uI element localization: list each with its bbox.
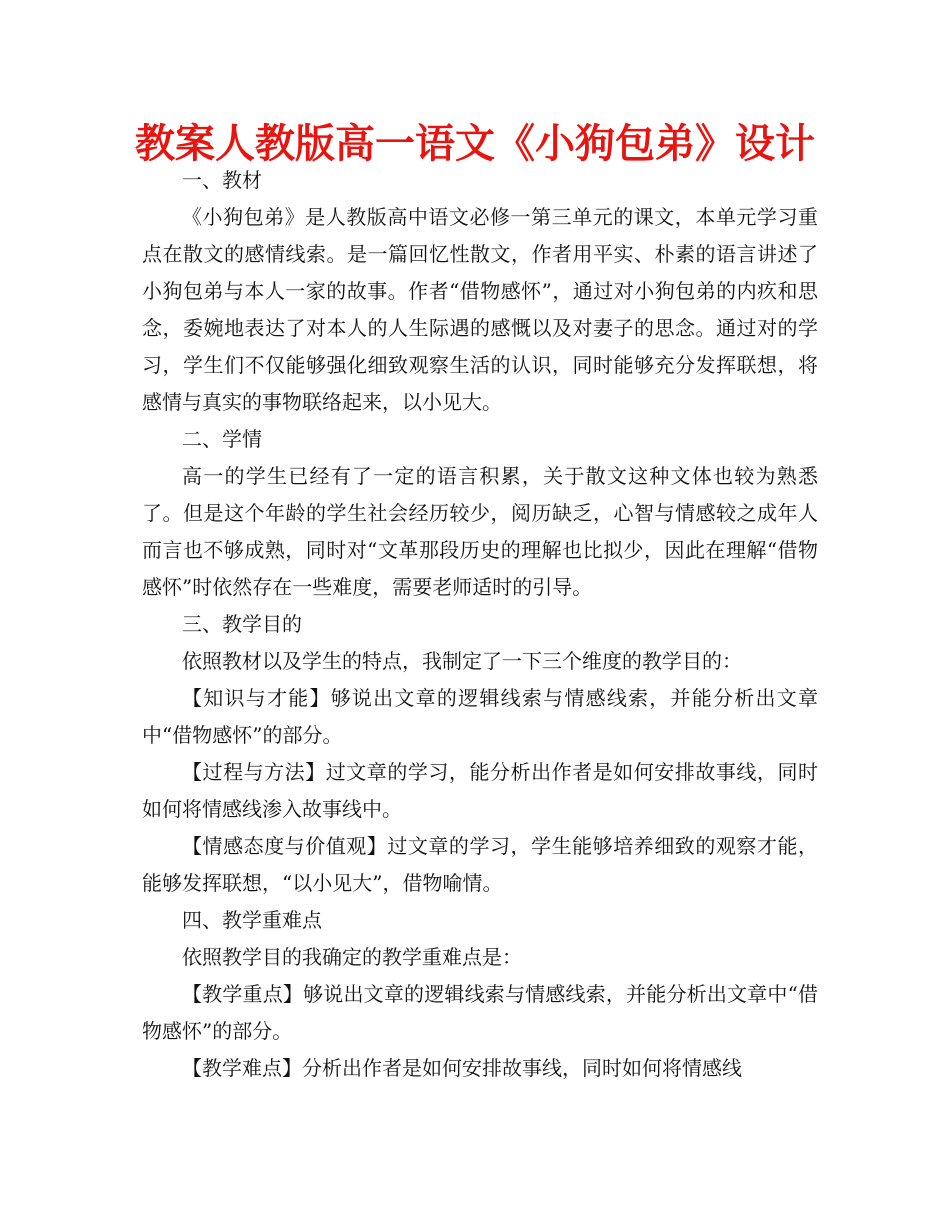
paragraph-goal-process: 【过程与方法】过文章的学习，能分析出作者是如何安排故事线，同时如何将情感线渗入故事线中。 (142, 760, 818, 821)
section-heading-materials: 一、教材 (182, 168, 262, 192)
paragraph-goal-knowledge: 【知识与才能】够说出文章的逻辑线索与情感线索，并能分析出文章中“借物感怀”的部分。 (142, 686, 818, 747)
paragraph-key-points-intro: 依照教学目的我确定的教学重难点是： (182, 945, 522, 969)
page-title: 教案人教版高一语文《小狗包弟》设计 (135, 121, 815, 167)
paragraph-student-situation: 高一的学生已经有了一定的语言积累，关于散文这种文体也较为熟悉了。但是这个年龄的学生社会经历较少，阅历缺乏，心智与情感较之成年人而言也不够成熟，同时对“文革那段历史的理解也比拟少，因此在理解“借物感怀”时依然存在一些难度，需要老师适时的引导。 (142, 464, 818, 599)
section-heading-teaching-goals: 三、教学目的 (182, 612, 302, 636)
paragraph-difficult-point: 【教学难点】分析出作者是如何安排故事线，同时如何将情感线 (182, 1056, 742, 1080)
paragraph-goal-emotion: 【情感态度与价值观】过文章的学习，学生能够培养细致的观察才能，能够发挥联想，“以小见大”，借物喻情。 (142, 834, 818, 895)
paragraph-materials: 《小狗包弟》是人教版高中语文必修一第三单元的课文，本单元学习重点在散文的感情线索。是一篇回忆性散文，作者用平实、朴素的语言讲述了小狗包弟与本人一家的故事。作者“借物感怀”，通过对小狗包弟的内疚和思念，委婉地表达了对本人的人生际遇的感慨以及对妻子的思念。通过对的学习，学生们不仅能够强化细致观察生活的认识，同时能够充分发挥联想，将感情与真实的事物联络起来，以小见大。 (142, 205, 818, 414)
document-body (142, 162, 818, 1087)
paragraph-key-point: 【教学重点】够说出文章的逻辑线索与情感线索，并能分析出文章中“借物感怀”的部分。 (142, 982, 818, 1043)
section-heading-student-situation: 二、学情 (182, 427, 262, 451)
paragraph-goals-intro: 依照教材以及学生的特点，我制定了一下三个维度的教学目的： (182, 649, 742, 673)
section-heading-key-points: 四、教学重难点 (182, 908, 322, 932)
